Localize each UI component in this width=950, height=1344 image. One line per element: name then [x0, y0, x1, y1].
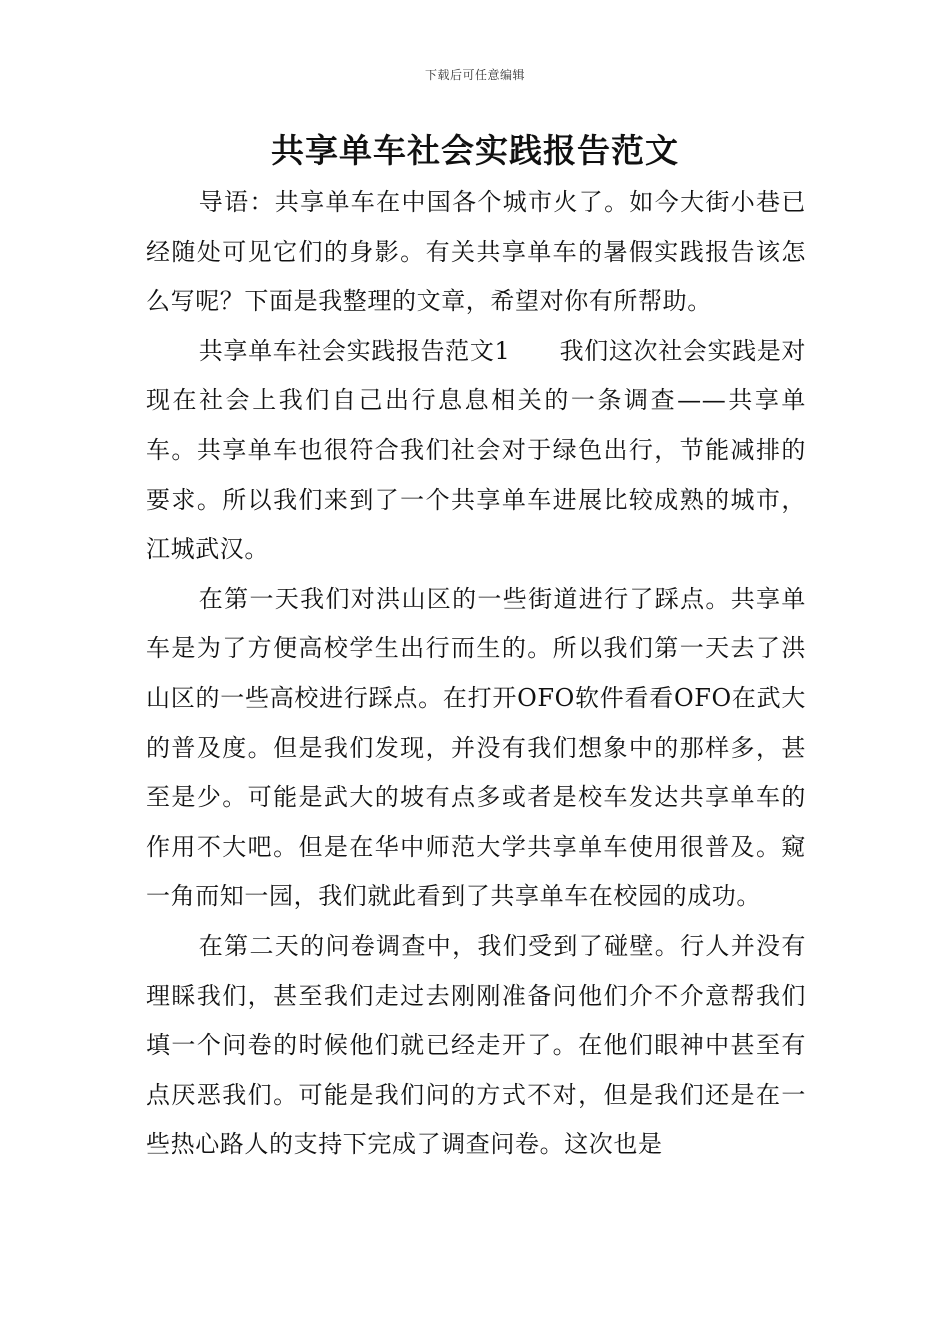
paragraph-intro: 导语：共享单车在中国各个城市火了。如今大街小巷已经随处可见它们的身影。有关共享单车的暑假实践报告该怎么写呢？下面是我整理的文章，希望对你有所帮助。 — [146, 188, 806, 316]
document-title: 共享单车社会实践报告范文 — [271, 131, 679, 170]
header-note: 下载后可任意编辑 — [424, 68, 525, 82]
paragraph-day-one: 在第一天我们对洪山区的一些街道进行了踩点。共享单车是为了方便高校学生出行而生的。所以我们第一天去了洪山区的一些高校进行踩点。在打开OFO软件看看OFO在武大的普及度。但是我们发现，并没有我们想象中的那样多，甚至是少。可能是武大的坡有点多或者是校车发达共享单车的作用不大吧。但是在华中师范大学共享单车使用很普及。窥一角而知一园，我们就此看到了共享单车在校园的成功。 — [146, 584, 806, 911]
paragraph-day-two: 在第二天的问卷调查中，我们受到了碰壁。行人并没有理睬我们，甚至我们走过去刚刚准备问他们介不介意帮我们填一个问卷的时候他们就已经走开了。在他们眼神中甚至有点厌恶我们。可能是我们问的方式不对，但是我们还是在一些热心路人的支持下完成了调查问卷。这次也是 — [146, 931, 806, 1159]
document-body — [146, 178, 806, 1170]
paragraph-section-1: 共享单车社会实践报告范文1 我们这次社会实践是对现在社会上我们自己出行息息相关的一条调查——共享单车。共享单车也很符合我们社会对于绿色出行，节能减排的要求。所以我们来到了一个共享单车进展比较成熟的城市，江城武汉。 — [146, 336, 806, 564]
